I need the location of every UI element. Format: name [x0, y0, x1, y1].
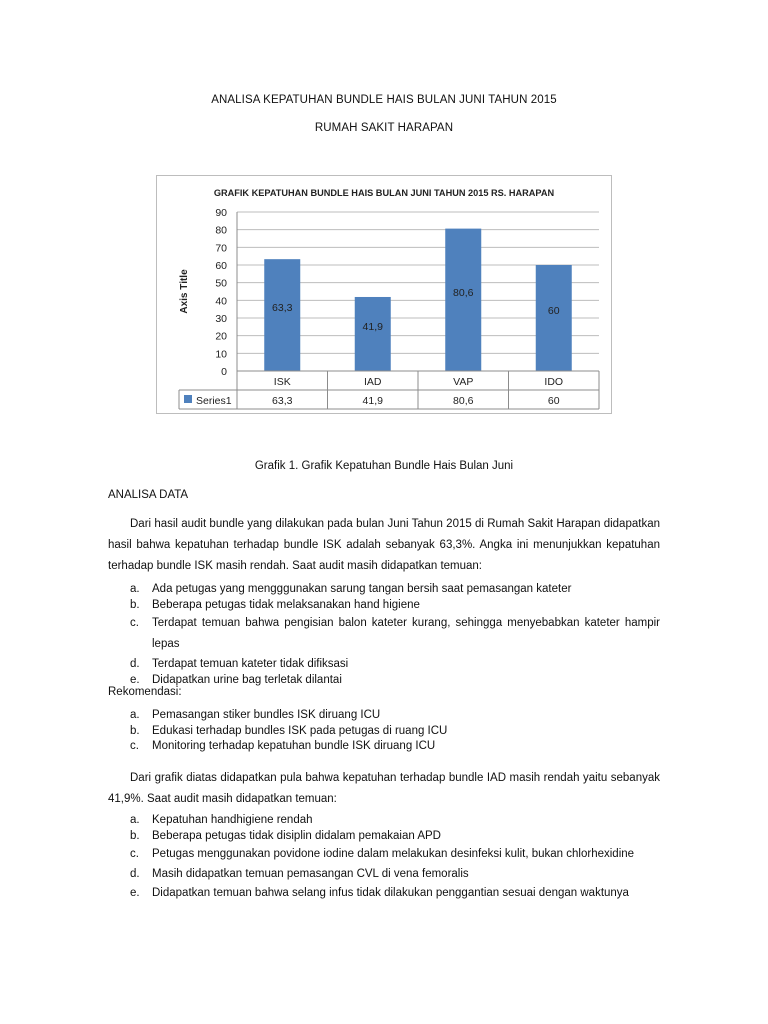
x-category-label: IDO — [544, 376, 564, 388]
list-item-text: Didapatkan urine bag terletak dilantai — [152, 673, 342, 686]
list-marker: e. — [130, 886, 140, 899]
list-marker: c. — [130, 740, 139, 752]
list-item — [108, 708, 660, 724]
y-tick-label: 30 — [215, 313, 227, 325]
chart-title: GRAFIK KEPATUHAN BUNDLE HAIS BULAN JUNI TAHUN 2015 RS. HARAPAN — [213, 188, 555, 198]
list-marker: a. — [130, 814, 140, 826]
list-item — [108, 829, 660, 845]
list-item-text: Pemasangan stiker bundles ISK diruang ICU — [152, 709, 381, 721]
list-marker: e. — [130, 673, 140, 686]
list-marker: a. — [130, 709, 140, 721]
chart-container — [156, 175, 612, 414]
bar-data-label: 63,3 — [272, 302, 293, 315]
list-item-text: Beberapa petugas tidak disiplin didalam pemakaian APD — [152, 829, 441, 842]
data-table-value: 60 — [547, 395, 560, 407]
bar — [536, 265, 572, 371]
chart-caption: Grafik 1. Grafik Kepatuhan Bundle Hais Bulan Juni — [254, 460, 514, 472]
y-axis-title: Axis Title — [179, 269, 190, 314]
paragraph-iad-text: Dari grafik diatas didapatkan pula bahwa kepatuhan terhadap bundle IAD masih rendah yaitu sebanyak 41,9%. Saat audit masih didapatkan temuan: — [108, 772, 660, 805]
list-marker: b. — [130, 829, 140, 842]
list-item-text: Ada petugas yang mengggunakan sarung tangan bersih saat pemasangan kateter — [152, 583, 572, 595]
list-item — [108, 883, 660, 904]
recommendation-heading: Rekomendasi: — [108, 686, 182, 698]
y-tick-label: 70 — [215, 242, 227, 255]
data-table-value: 80,6 — [453, 395, 474, 407]
list-marker: d. — [130, 658, 140, 670]
list-item-text: Terdapat temuan bahwa pengisian balon kateter kurang, sehingga menyebabkan kateter hampir lepas — [152, 617, 660, 650]
y-tick-label: 10 — [215, 348, 227, 361]
y-tick-label: 20 — [215, 330, 227, 343]
list-item-text: Monitoring terhadap kepatuhan bundle ISK diruang ICU — [152, 740, 436, 752]
list-item — [108, 813, 660, 829]
document-title: ANALISA KEPATUHAN BUNDLE HAIS BULAN JUNI TAHUN 2015 — [211, 94, 557, 106]
list-marker: a. — [130, 583, 140, 595]
y-tick-label: 40 — [215, 295, 227, 308]
bar — [445, 229, 481, 371]
findings-iad-list — [108, 813, 660, 906]
list-item — [108, 582, 660, 598]
data-table-value: 63,3 — [272, 395, 293, 407]
paragraph-iad — [108, 768, 660, 810]
list-item-text: Beberapa petugas tidak melaksanakan hand higiene — [152, 598, 420, 611]
list-item-text: Didapatkan temuan bahwa selang infus tidak dilakukan penggantian sesuai dengan waktunya — [152, 886, 629, 899]
list-marker: b. — [130, 724, 140, 737]
list-marker: c. — [130, 848, 139, 860]
data-table-value: 41,9 — [362, 395, 383, 407]
y-tick-label: 0 — [221, 366, 227, 378]
recommendation-list — [108, 708, 660, 755]
list-item — [108, 613, 660, 655]
list-item-text: Kepatuhan handhigiene rendah — [152, 814, 313, 826]
y-tick-label: 60 — [215, 260, 227, 272]
bar — [264, 259, 300, 371]
y-tick-label: 90 — [215, 207, 227, 219]
list-item-text: Masih didapatkan temuan pemasangan CVL di vena femoralis — [152, 868, 469, 880]
legend-swatch — [184, 395, 192, 403]
bar-data-label: 80,6 — [453, 286, 474, 299]
bar — [355, 297, 391, 371]
section-heading: ANALISA DATA — [108, 489, 189, 501]
paragraph-isk — [108, 514, 660, 577]
paragraph-isk-text: Dari hasil audit bundle yang dilakukan pada bulan Juni Tahun 2015 di Rumah Sakit Harapan didapatkan hasil bahwa kepatuhan terhadap bundle ISK adalah sebanyak 63,3%. Angka ini menunjukkan kepatuhan terhadap bundle ISK masih rendah. Saat audit masih didapatkan temuan: — [108, 518, 660, 572]
y-tick-label: 50 — [215, 277, 227, 290]
list-item — [108, 598, 660, 614]
x-category-label: IAD — [363, 376, 382, 388]
document-subtitle: RUMAH SAKIT HARAPAN — [314, 122, 454, 134]
x-category-label: ISK — [273, 376, 291, 388]
y-tick-label: 80 — [215, 224, 227, 237]
list-item — [108, 867, 660, 883]
bar-data-label: 41,9 — [362, 320, 383, 333]
findings-isk-list — [108, 582, 660, 688]
list-item-text: Petugas menggunakan povidone iodine dalam melakukan desinfeksi kulit, bukan chlorhexidine — [152, 848, 635, 860]
list-item — [108, 657, 660, 673]
list-item-text: Edukasi terhadap bundles ISK pada petugas di ruang ICU — [152, 724, 448, 737]
list-item — [108, 844, 660, 865]
x-category-label: VAP — [453, 376, 474, 388]
list-item — [108, 724, 660, 740]
list-marker: d. — [130, 868, 140, 880]
bar-chart — [157, 176, 611, 413]
list-item — [108, 739, 660, 755]
legend-series-name: Series1 — [196, 395, 232, 407]
list-item-text: Terdapat temuan kateter tidak difiksasi — [152, 658, 349, 670]
bar-data-label: 60 — [547, 305, 560, 317]
list-marker: b. — [130, 598, 140, 611]
list-marker: c. — [130, 617, 139, 629]
list-item — [108, 673, 660, 689]
